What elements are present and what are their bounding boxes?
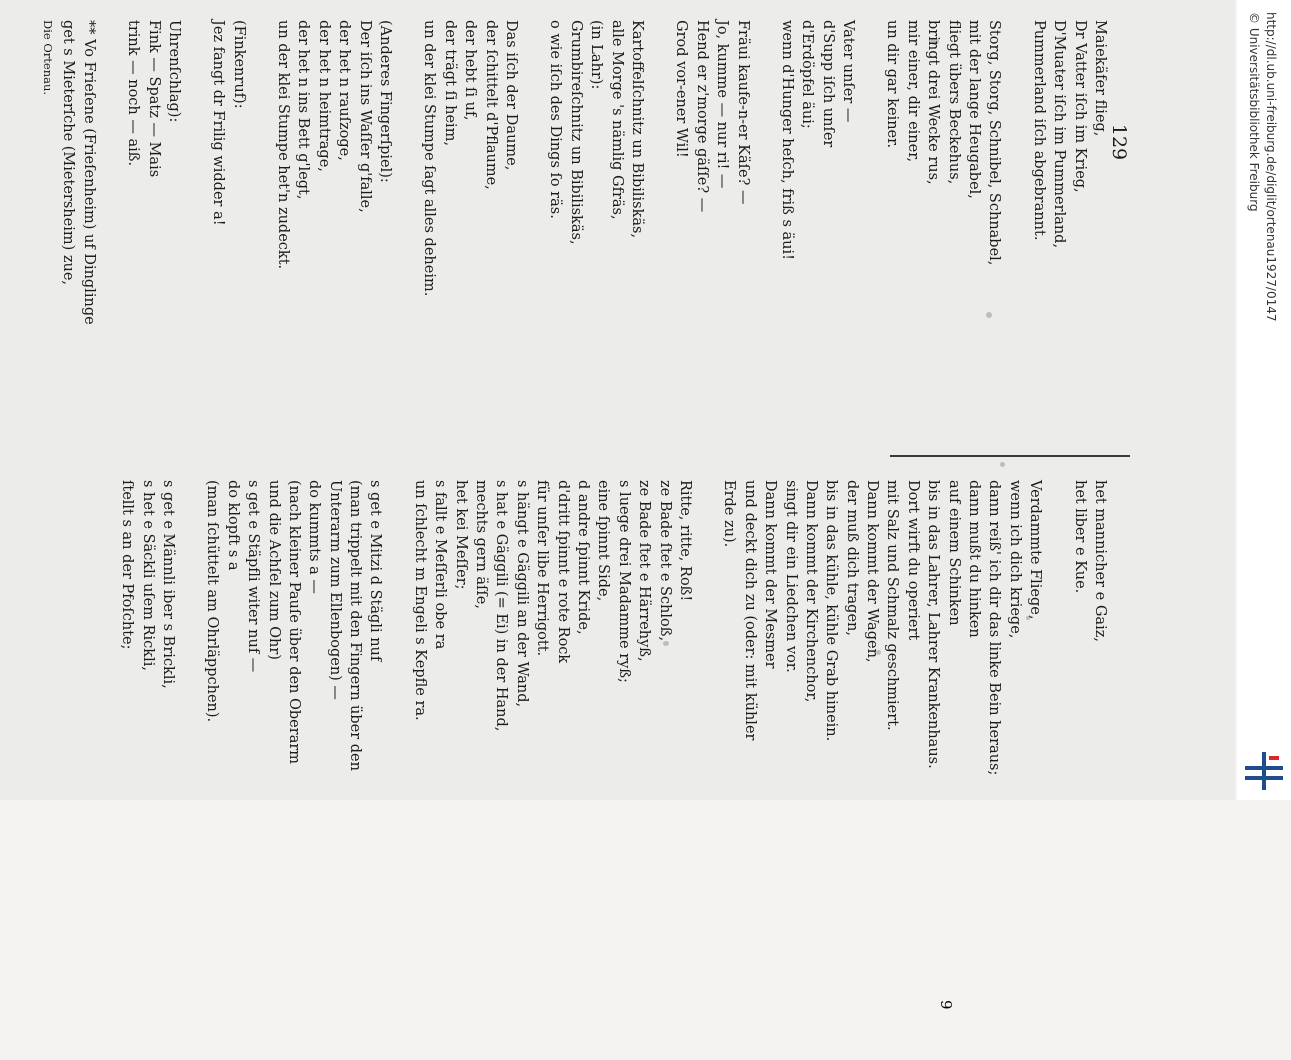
page-number: 129	[1108, 123, 1130, 161]
verse-line: s get e Stäpfli witer nuf —	[245, 480, 262, 673]
verse-line: fliegt übers Beckehus,	[945, 20, 962, 185]
verse-line: ** Vo Frieſene (Frieſenheim) uf Dinglinge	[80, 20, 97, 325]
verse-line: Jez fangt dr Frilig widder a!	[210, 20, 227, 226]
verse-line: het liber e Kue.	[1071, 480, 1088, 594]
verse-line: singt dir ein Liedchen vor.	[782, 480, 799, 673]
stanza	[882, 20, 1004, 390]
verse-line: der hebt ſi uf,	[462, 20, 479, 121]
verse-line: dann mußt du hinken	[966, 480, 983, 638]
stanza	[273, 20, 395, 390]
verse-line: het kei Meſſer;	[452, 480, 469, 590]
verse-line: Maiekäfer flieg,	[1092, 20, 1108, 137]
stanza	[208, 20, 249, 390]
verse-line: Erde zu).	[721, 480, 738, 548]
verse-line: ze Bade ſtet e Schloß,	[656, 480, 673, 642]
stanza	[1028, 20, 1110, 390]
verse-line: s hängt e Gäggili an der Wand,	[513, 480, 530, 708]
verse-line: dann reiß' ich dir das linke Bein heraus;	[986, 480, 1003, 776]
verse-line: der trägt ſi heim,	[441, 20, 458, 147]
verse-line: alle Morge 's nämlig Gfräs,	[608, 20, 625, 220]
verse-line: d'Erdöpfel äui;	[799, 20, 816, 129]
verse-line: s luege drei Madamme ryß;	[615, 480, 632, 683]
verse-line: für unſer libe Herrigott.	[534, 480, 551, 657]
verse-line: Dann kommt der Mesmer	[762, 480, 779, 669]
verse-line: (Anderes Fingerſpiel):	[377, 20, 394, 183]
verse-line: mir einer, dir einer,	[904, 20, 921, 163]
verse-line: Kartoffelſchnitz un Bibiliskäs,	[628, 20, 645, 239]
verse-line: s het e Säckli uſem Rickli,	[139, 480, 156, 671]
verse-line: bis in das Lahrer, Lahrer Krankenhaus.	[925, 480, 942, 769]
verse-line: mechts gern äſſe,	[473, 480, 490, 609]
verse-line: s get e Männli iber s Brickli,	[159, 480, 176, 689]
verse-line: Vater unſer —	[840, 20, 857, 123]
verse-line: d andre ſpinnt Kride,	[575, 480, 592, 635]
copyright-notice: © Universitätsbibliothek Freiburg	[1247, 12, 1261, 212]
verse-line: D'Muater iſch im Pummerland,	[1051, 20, 1068, 249]
verse-line: mit der lange Heugabel,	[966, 20, 983, 199]
verse-line: der het n ins Bett g'legt,	[295, 20, 312, 200]
verse-line: Dort wirft du operiert	[904, 480, 921, 641]
verse-line: ze Bade ſtet e Härrehyß,	[636, 480, 653, 662]
verse-line: do klopft s a	[224, 480, 241, 571]
verse-line: do kummts a —	[306, 480, 323, 594]
verse-line: (nach kleiner Pauſe über den Oberarm	[285, 480, 302, 765]
verse-line: Dann kommt der Wagen,	[864, 480, 881, 663]
stanza	[1069, 480, 1110, 850]
verse-line: Storg, Storg, Schnibel, Schnabel,	[986, 20, 1003, 266]
verse-line: Ritte, ritte, Roß!	[676, 480, 693, 602]
right-column	[117, 480, 1110, 850]
verse-line: Grumbireſchnitz un Bibiliskäs,	[567, 20, 584, 245]
verse-line: (man ſchüttelt am Ohrläppchen).	[204, 480, 221, 723]
stanza	[777, 20, 859, 390]
verse-line: eine ſpinnt Side,	[595, 480, 612, 602]
verse-line: Uhrenſchlag):	[165, 20, 182, 123]
verse-line: (man trippelt mit den Fingern über den	[347, 480, 364, 771]
verse-line: Pummerland iſch abgebrannt.	[1030, 20, 1047, 241]
stanza	[117, 480, 178, 850]
verse-line: der het n rauſzoge,	[336, 20, 353, 161]
verse-line: d'Supp iſch unſer	[819, 20, 836, 148]
verse-line: d'dritt ſpinnt e rote Rock	[554, 480, 571, 664]
verse-line: wenn d'Hunger heſch, friß s äui!	[778, 20, 795, 260]
left-column	[38, 20, 1110, 390]
column-divider	[890, 455, 1130, 457]
verse-line: ſtellt s an der Pfoſchte;	[119, 480, 136, 650]
verse-line: (in Lahr):	[588, 20, 605, 90]
verse-line: het mannicher e Gaiz,	[1092, 480, 1108, 642]
verse-line: bis in das kühle, kühle Grab hinein.	[823, 480, 840, 742]
verse-line: Dr Vatter iſch im Krieg,	[1071, 20, 1088, 193]
verse-line: wenn ich dich kriege,	[1006, 480, 1023, 639]
verse-line: Das iſch der Daume,	[503, 20, 520, 171]
stanza	[202, 480, 386, 850]
verse-line: Dann kommt der Kirchenchor,	[802, 480, 819, 703]
source-url[interactable]: http://dl.ub.uni-freiburg.de/diglit/ortenau1927/0147	[1264, 12, 1278, 322]
library-logo-icon	[1243, 748, 1285, 794]
verse-line: Der iſch ins Waſſer g'falle,	[356, 20, 373, 213]
stanza	[545, 20, 647, 390]
signature-mark: 9	[937, 1000, 955, 1010]
rotated-page-content	[40, 0, 1130, 1060]
verse-line: o wie iſch des Dings ſo räs.	[547, 20, 564, 219]
verse-line: s fallt e Meſſerli obe ra	[432, 480, 449, 650]
verse-line: Fräui kaufe-n-er Käſe? —	[734, 20, 751, 205]
verse-line: Hend er z'morge gäſſe? —	[693, 20, 710, 213]
verse-line: trink — noch — aiß.	[125, 20, 142, 167]
verse-line: Jo, kumme — nur ri! —	[714, 20, 731, 189]
verse-line: un der klei Stumpe het'n zudeckt.	[275, 20, 292, 270]
verse-line: s hat e Gäggili (= Ei) in der Hand,	[493, 480, 510, 732]
stanza	[671, 20, 753, 390]
verse-line: der het n heimtrage,	[315, 20, 332, 172]
verse-line: un der klei Stumpe ſagt alles deheim.	[421, 20, 438, 297]
verse-line: bringt drei Wecke rus,	[925, 20, 942, 185]
library-sidebar	[1237, 0, 1291, 800]
verse-line: Verdammte Fliege,	[1027, 480, 1044, 620]
verse-line: der muß dich tragen,	[843, 480, 860, 636]
verse-line: s get e Mitzi d Stägli nuf	[367, 480, 384, 662]
verse-line: und die Achſel zum Ohr)	[265, 480, 282, 660]
verse-line: der ſchittelt d'Pflaume,	[482, 20, 499, 190]
verse-line: (Finkenruf):	[230, 20, 247, 109]
verse-line: und deckt dich zu (oder: mit kühler	[741, 480, 758, 741]
stanza	[410, 480, 695, 850]
stanza	[58, 20, 99, 390]
verse-line: un ſchlecht m Engeli s Kepfle ra.	[411, 480, 428, 721]
verse-line: get s Mieterſche (Mietersheim) zue,	[60, 20, 77, 286]
verse-line: Fink — Spatz — Mais	[145, 20, 162, 178]
verse-line: Grod vor-ener Wil!	[673, 20, 690, 158]
footer-note: Die Ortenau.	[40, 20, 55, 96]
verse-line: Unterarm zum Ellenbogen) —	[326, 480, 343, 700]
verse-line: auf einem Schinken	[945, 480, 962, 626]
stanza	[719, 480, 1045, 850]
stanza	[419, 20, 521, 390]
verse-line: un dir gar keiner.	[884, 20, 901, 149]
verse-line: mit Salz und Schmalz geschmiert.	[884, 480, 901, 731]
stanza	[123, 20, 184, 390]
